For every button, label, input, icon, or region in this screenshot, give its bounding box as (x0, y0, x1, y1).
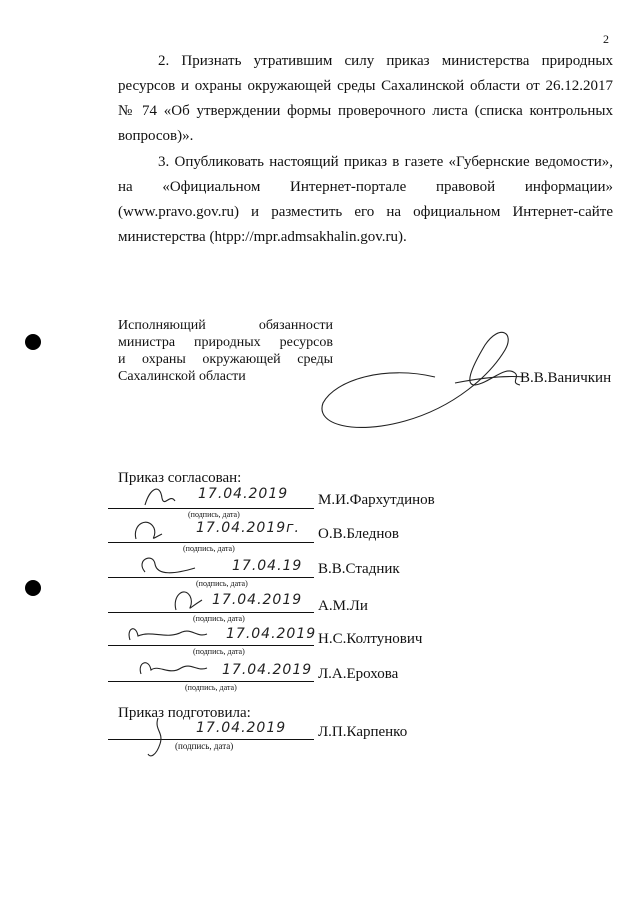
signature-caption: (подпись, дата) (183, 544, 235, 553)
approver-name: Л.А.Ерохова (318, 666, 399, 682)
signatory-position-line: и охраны окружающей среды (118, 352, 333, 367)
approval-date: 17.04.2019г. (196, 520, 300, 536)
signature-caption: (подпись, дата) (185, 683, 237, 692)
approval-date: 17.04.2019 (226, 626, 317, 642)
signature-line (108, 739, 314, 740)
approver-signature (170, 586, 210, 616)
paragraph-3-line: (www.pravo.gov.ru) и разместить его на официальном Интернет-сайте (118, 204, 613, 220)
approval-date: 17.04.2019 (212, 592, 303, 608)
page-number: 2 (603, 32, 609, 46)
approval-date: 17.04.19 (232, 558, 303, 574)
approver-name: М.И.Фархутдинов (318, 492, 435, 508)
hole-punch-mark (25, 580, 41, 596)
signatory-position-line: Сахалинской области (118, 369, 246, 384)
preparer-date: 17.04.2019 (196, 720, 287, 736)
paragraph-2-line: 2. Признать утратившим силу приказ министерства природных (158, 53, 613, 69)
paragraph-3-line: на «Официальном Интернет-портале правовой информации» (118, 179, 613, 195)
approver-signature (128, 514, 168, 546)
approver-signature (122, 620, 212, 648)
signature-caption: (подпись, дата) (193, 614, 245, 623)
approver-signature (135, 656, 210, 684)
hole-punch-mark (25, 334, 41, 350)
approver-name: А.М.Ли (318, 598, 368, 614)
preparer-name: Л.П.Карпенко (318, 724, 408, 740)
prepared-heading: Приказ подготовила: (118, 705, 251, 721)
signatory-name: В.В.Ваничкин (520, 370, 612, 386)
approval-date: 17.04.2019 (222, 662, 313, 678)
signature-line (108, 508, 314, 509)
paragraph-2-line: № 74 «Об утверждении формы проверочного листа (списка контрольных (118, 103, 613, 119)
paragraph-3-line: 3. Опубликовать настоящий приказ в газете «Губернские ведомости», (158, 154, 613, 170)
signatory-position-line: министра природных ресурсов (118, 335, 333, 350)
approvals-heading: Приказ согласован: (118, 470, 242, 486)
approval-date: 17.04.2019 (198, 486, 289, 502)
signature-caption: (подпись, дата) (196, 579, 248, 588)
approver-name: О.В.Бледнов (318, 526, 399, 542)
preparer-signature (140, 714, 180, 760)
signature-caption: (подпись, дата) (193, 647, 245, 656)
paragraph-3 (118, 150, 613, 250)
paragraph-2-line: ресурсов и охраны окружающей среды Сахалинской области от 26.12.2017 (118, 78, 613, 94)
approver-signature (135, 552, 205, 582)
paragraph-2-line: вопросов)». (118, 128, 194, 144)
signatory-position-line: Исполняющий обязанности (118, 318, 333, 333)
paragraph-2 (118, 49, 613, 149)
signatory-position (118, 317, 333, 385)
minister-signature (315, 325, 535, 435)
signature-line (108, 612, 314, 613)
approver-name: В.В.Стадник (318, 561, 400, 577)
approver-signature (140, 483, 180, 513)
approver-name: Н.С.Колтунович (318, 631, 423, 647)
paragraph-3-line: министерства (htpp://mpr.admsakhalin.gov.ru). (118, 229, 407, 245)
signature-caption: (подпись, дата) (175, 741, 234, 751)
signature-caption: (подпись, дата) (188, 510, 240, 519)
